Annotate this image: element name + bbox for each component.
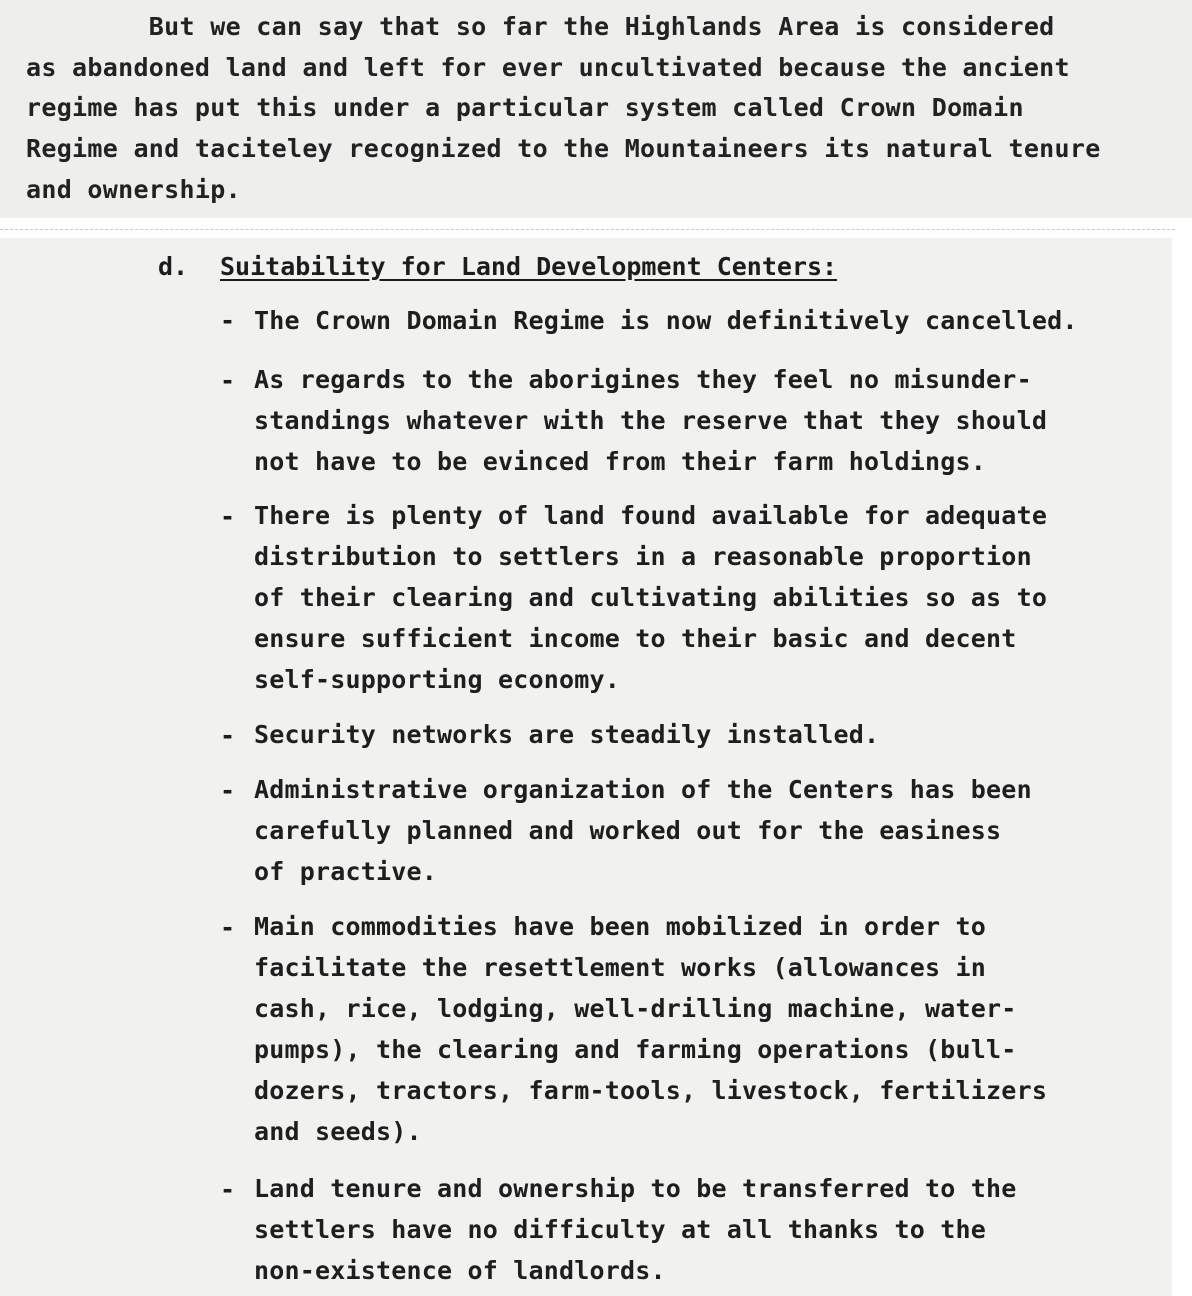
intro-line: and ownership. (26, 175, 241, 204)
bullet-line: carefully planned and worked out for the easiness (254, 816, 1002, 845)
bullet-line: Land tenure and ownership to be transferred to the (254, 1174, 1017, 1203)
bullet-line: not have to be evinced from their farm holdings. (254, 447, 987, 476)
bullet-line: Security networks are steadily installed. (254, 720, 880, 749)
intro-line: as abandoned land and left for ever uncultivated because the ancient (26, 53, 1070, 82)
bullet-line: standings whatever with the reserve that they should (254, 406, 1048, 435)
bullet-dash: - (220, 502, 236, 531)
bullet-line: dozers, tractors, farm-tools, livestock, fertilizers (254, 1076, 1048, 1105)
bullet-dash: - (220, 1175, 236, 1204)
bullet-line: settlers have no difficulty at all thanks to the (254, 1215, 987, 1244)
bullet-line: There is plenty of land found available for adequate (254, 501, 1048, 530)
intro-line: regime has put this under a particular system called Crown Domain (26, 93, 1024, 122)
bullet-line: distribution to settlers in a reasonable proportion (254, 542, 1032, 571)
bullet-line: non-existence of landlords. (254, 1256, 666, 1285)
bullet-item (254, 769, 1174, 892)
bullet-item (254, 714, 1174, 755)
bullet-item (254, 300, 1174, 341)
intro-line: But we can say that so far the Highlands Area is considered (26, 12, 1055, 41)
bullet-dash: - (220, 366, 236, 395)
bullet-item (254, 906, 1174, 1152)
bullet-line: Administrative organization of the Centers has been (254, 775, 1032, 804)
bullet-item (254, 359, 1174, 482)
bullet-item (254, 495, 1174, 700)
bullet-line: facilitate the resettlement works (allowances in (254, 953, 987, 982)
bullet-dash: - (220, 776, 236, 805)
bullet-line: self-supporting economy. (254, 665, 621, 694)
bullet-dash: - (220, 721, 236, 750)
bullet-dash: - (220, 913, 236, 942)
bullet-line: ensure sufficient income to their basic and decent (254, 624, 1017, 653)
bullet-line: The Crown Domain Regime is now definitively cancelled. (254, 306, 1078, 335)
bullet-line: of their clearing and cultivating abilities so as to (254, 583, 1048, 612)
bullet-line: As regards to the aborigines they feel no misunder- (254, 365, 1032, 394)
bullet-dash: - (220, 306, 236, 335)
bullet-item (254, 1168, 1174, 1291)
bullet-line: pumps), the clearing and farming operations (bull- (254, 1035, 1017, 1064)
bullet-line: cash, rice, lodging, well-drilling machine, water- (254, 994, 1017, 1023)
bullet-line: and seeds). (254, 1117, 422, 1146)
page-separator (0, 229, 1175, 230)
top-page-fragment (0, 0, 1192, 218)
intro-line: Regime and taciteley recognized to the Mountaineers its natural tenure (26, 134, 1101, 163)
bullet-line: Main commodities have been mobilized in order to (254, 912, 987, 941)
section-marker: d. (158, 252, 189, 281)
bullet-line: of practive. (254, 857, 438, 886)
section-heading: Suitability for Land Development Centers: (220, 252, 838, 281)
